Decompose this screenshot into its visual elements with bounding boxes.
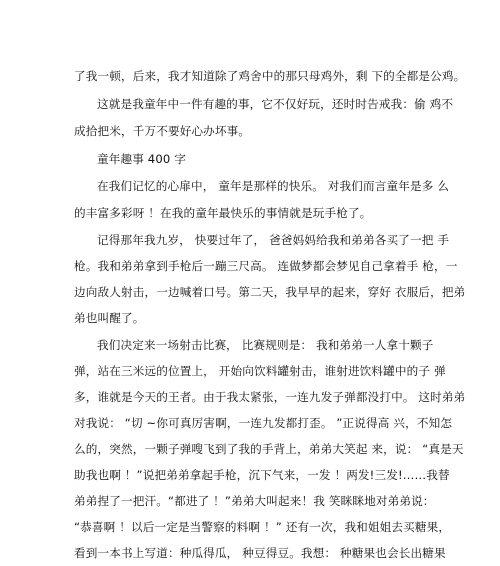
- section-heading: 童年趣事 400 字: [97, 152, 186, 166]
- text-line-7: 记得那年我九岁， 快要过年了， 爸爸妈妈给我和弟弟各买了一把 手: [97, 233, 450, 247]
- text-line-19: 看到一本书上写道：种瓜得瓜， 种豆得豆。我想： 种糖果也会长出糖果: [74, 546, 446, 560]
- text-line-8: 枪。我和弟弟拿到手枪后一蹦三尺高。 连做梦都会梦见自己拿着手 枪，一: [74, 259, 458, 273]
- text-line-2: 这就是我童年中一件有趣的事，它不仅好玩，还时时告戒我：偷 鸡不: [97, 97, 454, 111]
- text-line-13: 多，谁就是今天的王者。由于我太紧张，一连九发子弹都没打中。 这时弟弟: [74, 390, 466, 404]
- text-line-17: 弟弟捏了一把汗。“都进了 ！”弟弟大叫起来！我 笑眯眯地对弟弟说：: [74, 494, 435, 508]
- text-line-14: 对我说： “切 ~你可真厉害啊，一连九发都打歪。 ”正说得高 兴，不知怎: [74, 416, 453, 430]
- text-line-12: 弹，站在三米远的位置上， 开始向饮料罐射击，谁射进饮料罐中的子 弹: [74, 364, 446, 378]
- text-line-15: 么的，突然，一颗子弹嗖飞到了我的手背上，弟弟大笑起 来，说： “真是天: [74, 442, 464, 456]
- text-line-18: “恭喜啊 ！以后一定是当警察的料啊 ！” 还有一次，我和姐姐去买糖果，: [74, 520, 451, 534]
- text-line-3: 成拾把米，千万不要好心办坏事。: [74, 124, 251, 138]
- text-line-5: 在我们记忆的心扉中， 童年是那样的快乐。 对我们而言童年是多 么: [97, 179, 450, 193]
- text-line-11: 我们决定来一场射击比赛， 比赛规则是： 我和弟弟一人拿十颗子: [97, 338, 434, 352]
- text-line-1: 了我一顿，后来，我才知道除了鸡舍中的那只母鸡外，剩 下的全都是公鸡。: [74, 69, 466, 83]
- text-line-9: 边向敌人射击，一边喊着口号。第二天，我早早的起来，穿好 衣服后，把弟: [74, 285, 466, 299]
- text-line-16: 助我也啊 ！”说把弟弟拿起手枪，沉下气来，一发 ！两发!三发!……我替: [74, 468, 450, 482]
- text-line-10: 弟也叫醒了。: [74, 311, 145, 325]
- text-line-6: 的丰富多彩呀 ！在我的童年最快乐的事情就是玩手枪了。: [74, 206, 372, 220]
